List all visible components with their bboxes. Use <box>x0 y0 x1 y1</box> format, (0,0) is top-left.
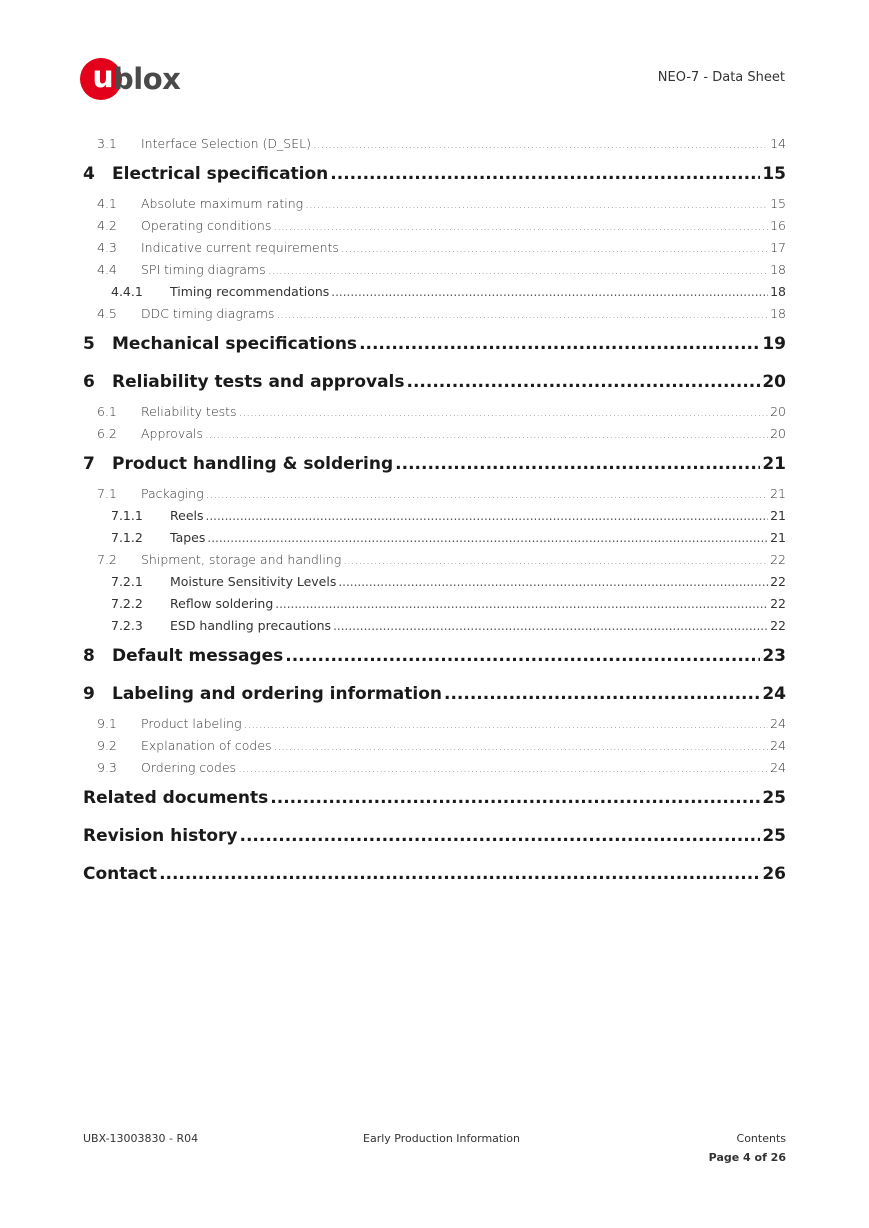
logo-mark: u <box>92 60 114 95</box>
toc-entry-number: 6.2 <box>97 426 117 441</box>
toc-entry-page: 24 <box>770 760 786 775</box>
toc-entry-page: 22 <box>770 552 786 567</box>
footer-section: Contents <box>736 1132 786 1145</box>
toc-dot-leader <box>331 285 768 299</box>
toc-entry-number: 9.2 <box>97 738 117 753</box>
toc-entry-label: Ordering codes <box>141 760 237 775</box>
toc-entry[interactable] <box>83 158 786 196</box>
document-title: NEO-7 - Data Sheet <box>657 70 785 85</box>
toc-dot-leader <box>205 427 768 441</box>
toc-dot-leader <box>276 307 768 321</box>
toc-entry-number: 4.1 <box>97 196 117 211</box>
toc-entry-page: 15 <box>762 164 786 184</box>
toc-entry[interactable] <box>83 782 786 820</box>
toc-entry-page: 21 <box>770 530 786 545</box>
toc-entry-label: DDC timing diagrams <box>141 306 275 321</box>
toc-dot-leader <box>207 531 768 545</box>
toc-entry[interactable] <box>83 448 786 486</box>
toc-entry-page: 20 <box>770 404 786 419</box>
toc-dot-leader <box>244 717 769 731</box>
toc-dot-leader <box>206 509 769 523</box>
toc-entry-number: 7.2 <box>97 552 117 567</box>
toc-entry-page: 22 <box>770 574 786 589</box>
toc-entry-label: SPI timing diagrams <box>141 262 266 277</box>
toc-entry[interactable] <box>83 284 786 306</box>
toc-dot-leader <box>313 137 768 151</box>
footer-status: Early Production Information <box>363 1132 520 1145</box>
toc-dot-leader <box>206 487 769 501</box>
toc-entry-page: 25 <box>762 826 786 846</box>
toc-dot-leader <box>338 575 768 589</box>
toc-dot-leader <box>240 826 761 846</box>
toc-entry-label: Product handling & soldering <box>112 454 394 474</box>
toc-entry[interactable] <box>83 640 786 678</box>
toc-entry[interactable] <box>83 486 786 508</box>
toc-entry-page: 18 <box>770 306 786 321</box>
toc-entry-label: Interface Selection (D_SEL) <box>141 136 311 151</box>
toc-entry[interactable] <box>83 366 786 404</box>
footer-doc-id: UBX-13003830 - R04 <box>83 1132 199 1145</box>
page-footer <box>83 1132 786 1172</box>
toc-entry-page: 24 <box>762 684 786 704</box>
toc-entry-page: 16 <box>770 218 786 233</box>
toc-entry-page: 24 <box>770 738 786 753</box>
toc-entry-number: 4.4.1 <box>111 284 143 299</box>
toc-entry[interactable] <box>83 426 786 448</box>
toc-entry-label: Reels <box>170 508 204 523</box>
toc-entry-number: 9.3 <box>97 760 117 775</box>
toc-entry-number: 4.2 <box>97 218 117 233</box>
toc-entry[interactable] <box>83 196 786 218</box>
toc-entry-page: 25 <box>762 788 786 808</box>
toc-dot-leader <box>274 739 769 753</box>
toc-dot-leader <box>273 219 768 233</box>
toc-entry-page: 24 <box>770 716 786 731</box>
toc-entry-number: 9.1 <box>97 716 117 731</box>
toc-dot-leader <box>239 405 769 419</box>
toc-dot-leader <box>270 788 760 808</box>
toc-dot-leader <box>238 761 768 775</box>
toc-entry-page: 20 <box>770 426 786 441</box>
toc-entry-label: Approvals <box>141 426 203 441</box>
toc-entry-number: 8 <box>83 646 95 666</box>
toc-entry-number: 7.1.2 <box>111 530 143 545</box>
toc-dot-leader <box>330 164 760 184</box>
toc-entry-page: 18 <box>770 262 786 277</box>
toc-entry-label: Revision history <box>83 826 238 846</box>
toc-entry-page: 18 <box>770 284 786 299</box>
toc-entry-number: 4 <box>83 164 95 184</box>
toc-entry[interactable] <box>83 738 786 760</box>
toc-dot-leader <box>275 597 768 611</box>
toc-entry[interactable] <box>83 262 786 284</box>
toc-entry[interactable] <box>83 820 786 858</box>
toc-dot-leader <box>285 646 760 666</box>
toc-dot-leader <box>268 263 768 277</box>
toc-entry-page: 14 <box>770 136 786 151</box>
page-header <box>0 0 869 120</box>
toc-entry-label: ESD handling precautions <box>170 618 332 633</box>
toc-dot-leader <box>341 241 768 255</box>
toc-entry-label: Contact <box>83 864 158 884</box>
toc-entry-page: 15 <box>770 196 786 211</box>
toc-entry-label: Default messages <box>112 646 284 666</box>
toc-entry-number: 7.2.2 <box>111 596 143 611</box>
toc-entry[interactable] <box>83 530 786 552</box>
toc-entry[interactable] <box>83 760 786 782</box>
toc-entry-number: 6 <box>83 372 95 392</box>
toc-entry-number: 7.1.1 <box>111 508 143 523</box>
toc-entry-number: 7.2.3 <box>111 618 143 633</box>
toc-entry-page: 22 <box>770 596 786 611</box>
toc-entry-label: Indicative current requirements <box>141 240 339 255</box>
toc-entry[interactable] <box>83 508 786 530</box>
toc-entry-label: Labeling and ordering information <box>112 684 442 704</box>
toc-entry-label: Reflow soldering <box>170 596 274 611</box>
toc-entry[interactable] <box>83 618 786 640</box>
toc-dot-leader <box>343 553 768 567</box>
footer-page-number: Page 4 of 26 <box>708 1151 786 1164</box>
toc-entry-label: Reliability tests and approvals <box>112 372 405 392</box>
toc-entry-page: 22 <box>770 618 786 633</box>
toc-entry-label: Tapes <box>170 530 206 545</box>
toc-dot-leader <box>444 684 760 704</box>
toc-dot-leader <box>359 334 760 354</box>
toc-entry[interactable] <box>83 596 786 618</box>
toc-entry-page: 21 <box>770 486 786 501</box>
toc-entry-label: Electrical specification <box>112 164 329 184</box>
toc-entry[interactable] <box>83 404 786 426</box>
toc-entry[interactable] <box>83 328 786 366</box>
toc-entry[interactable] <box>83 306 786 328</box>
toc-dot-leader <box>395 454 760 474</box>
logo-text: blox <box>113 62 181 96</box>
toc-entry-label: Operating conditions <box>141 218 272 233</box>
toc-entry-page: 19 <box>762 334 786 354</box>
toc-entry[interactable] <box>83 716 786 738</box>
toc-entry-page: 17 <box>770 240 786 255</box>
toc-entry-label: Related documents <box>83 788 269 808</box>
toc-dot-leader <box>333 619 768 633</box>
toc-entry-page: 26 <box>762 864 786 884</box>
toc-entry-number: 6.1 <box>97 404 117 419</box>
toc-entry-label: Absolute maximum rating <box>141 196 304 211</box>
toc-entry-label: Reliability tests <box>141 404 237 419</box>
toc-entry[interactable] <box>83 240 786 262</box>
toc-dot-leader <box>407 372 761 392</box>
toc-entry-number: 3.1 <box>97 136 117 151</box>
toc-entry-label: Moisture Sensitivity Levels <box>170 574 337 589</box>
toc-entry-label: Shipment, storage and handling <box>141 552 342 567</box>
toc-entry-number: 4.5 <box>97 306 117 321</box>
toc-entry[interactable] <box>83 574 786 596</box>
toc-entry-label: Timing recommendations <box>170 284 330 299</box>
toc-entry-page: 23 <box>762 646 786 666</box>
toc-entry[interactable] <box>83 678 786 716</box>
toc-entry-label: Mechanical specifications <box>112 334 358 354</box>
toc-entry-page: 21 <box>762 454 786 474</box>
toc-entry-number: 4.3 <box>97 240 117 255</box>
toc-dot-leader <box>305 197 768 211</box>
toc-entry[interactable] <box>83 552 786 574</box>
toc-dot-leader <box>159 864 760 884</box>
toc-entry[interactable] <box>83 136 786 158</box>
toc-entry-label: Product labeling <box>141 716 242 731</box>
toc-entry-page: 20 <box>762 372 786 392</box>
toc-entry-number: 9 <box>83 684 95 704</box>
toc-entry-label: Packaging <box>141 486 204 501</box>
ublox-logo <box>80 56 196 102</box>
toc-entry-label: Explanation of codes <box>141 738 272 753</box>
toc-entry-number: 7.2.1 <box>111 574 143 589</box>
toc-entry-number: 7.1 <box>97 486 117 501</box>
toc-entry-number: 7 <box>83 454 95 474</box>
toc-entry-number: 5 <box>83 334 95 354</box>
toc-entry[interactable] <box>83 218 786 240</box>
table-of-contents <box>83 136 786 896</box>
toc-entry-page: 21 <box>770 508 786 523</box>
toc-entry-number: 4.4 <box>97 262 117 277</box>
toc-entry[interactable] <box>83 858 786 896</box>
